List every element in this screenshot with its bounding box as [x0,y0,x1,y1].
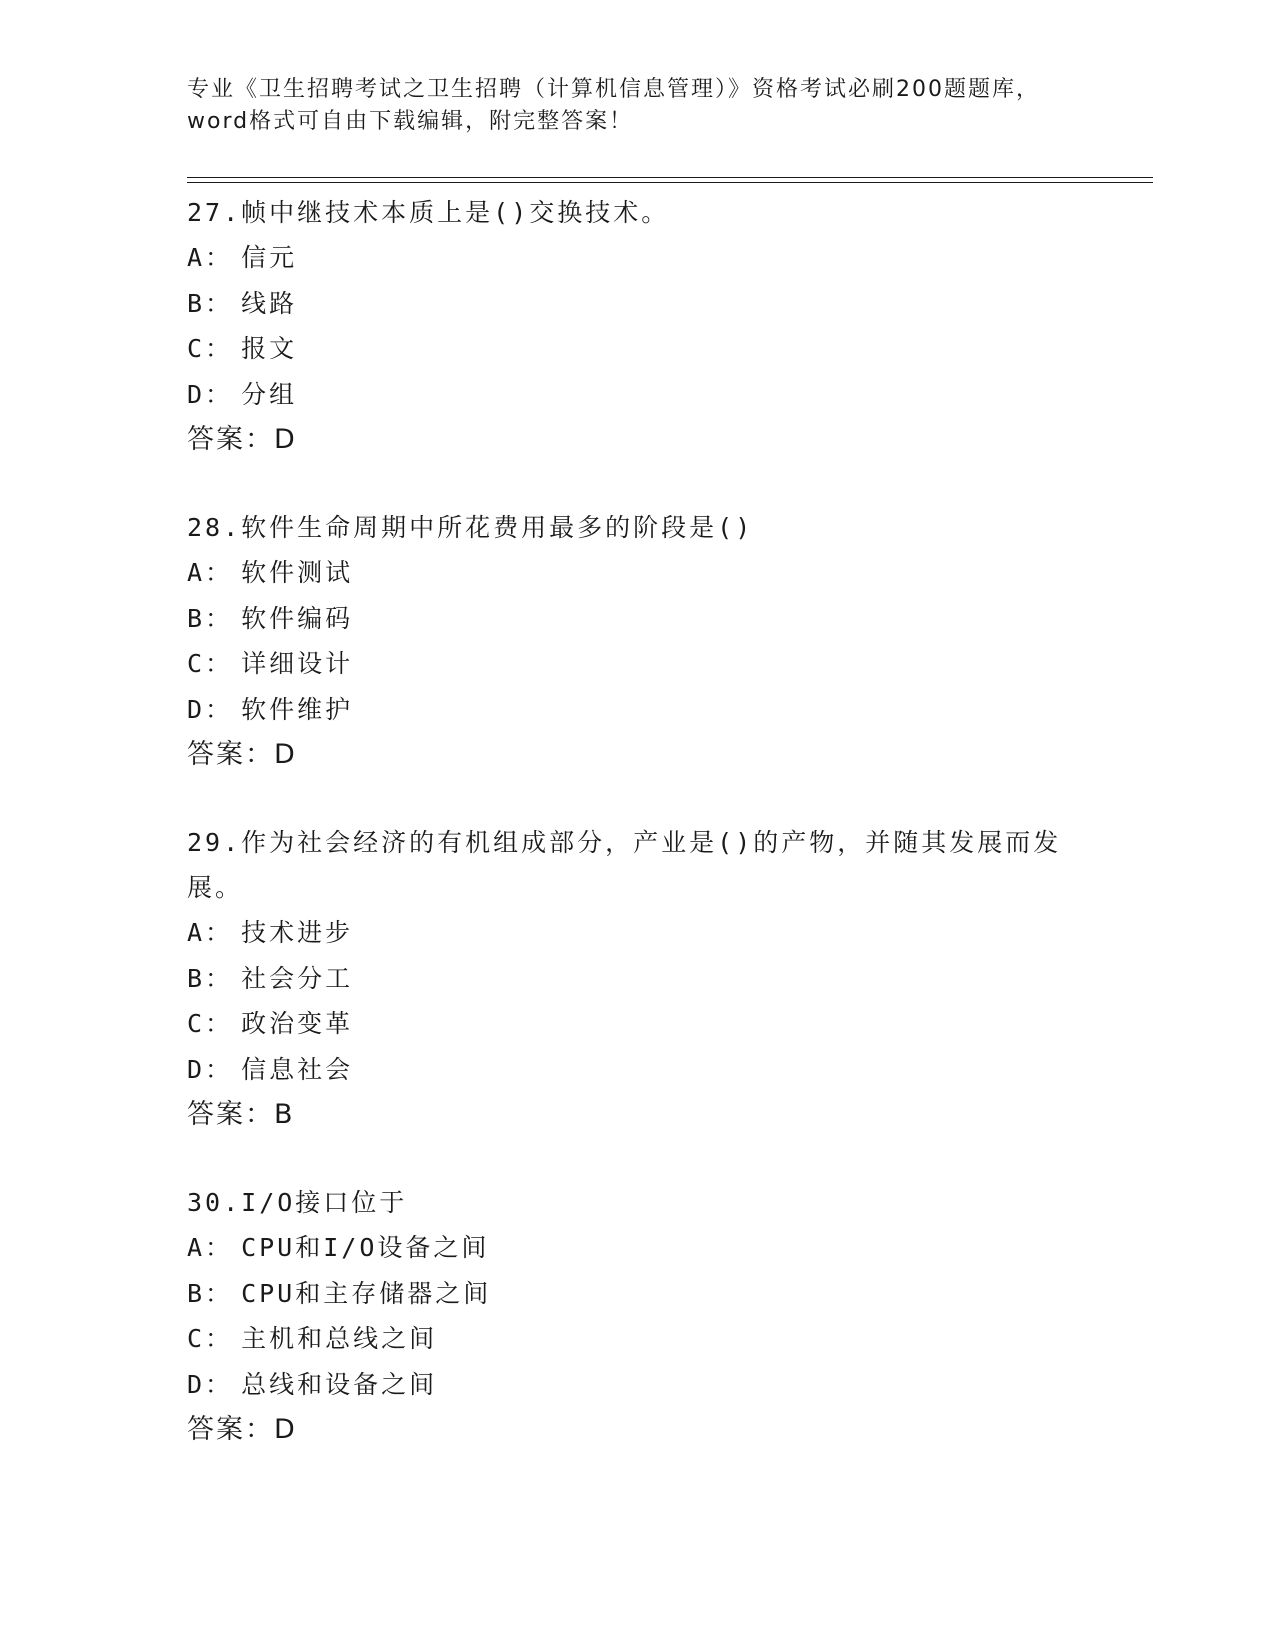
option-key: C： [187,649,234,678]
option-text: 分组 [241,379,298,409]
answer-line: 答案：B [187,1099,295,1130]
question-stem: 30.I/O接口位于 [187,1188,408,1217]
option-b [187,596,1087,642]
answer-line: 答案：D [187,424,297,455]
question-stem: 28.软件生命周期中所花费用最多的阶段是() [187,513,754,542]
option-text: 线路 [241,288,298,318]
option-text: 软件维护 [241,694,354,724]
option-key: A： [187,558,234,587]
question-28 [187,505,1087,777]
question-stem: 27.帧中继技术本质上是()交换技术。 [187,198,670,227]
option-text: 主机和总线之间 [241,1324,438,1353]
option-a [187,550,1087,596]
answer-line: 答案：D [187,739,297,770]
option-a [187,910,1067,956]
option-text: 详细设计 [241,649,354,678]
option-text: 技术进步 [241,918,354,947]
option-a [187,235,1087,281]
option-text: 总线和设备之间 [241,1369,438,1399]
question-30 [187,1180,1087,1452]
option-c [187,326,1087,372]
header-divider-top [187,177,1153,178]
option-d [187,1362,1087,1408]
option-b [187,956,1067,1002]
question-27 [187,190,1087,462]
option-d [187,1047,1067,1093]
option-d [187,372,1087,418]
option-text: CPU和I/O设备之间 [241,1233,490,1262]
option-c [187,1001,1067,1047]
option-key: A： [187,243,234,272]
option-key: B： [187,963,234,993]
option-key: B： [187,288,234,318]
option-b [187,1271,1087,1317]
option-key: D： [187,694,234,724]
option-text: 软件编码 [241,603,354,633]
option-key: D： [187,1369,234,1399]
header-divider-bottom [187,182,1153,183]
option-text: 信元 [241,243,298,272]
option-key: D： [187,1054,234,1084]
document-header [187,74,1087,138]
option-text: 软件测试 [241,558,354,587]
option-c [187,641,1087,687]
option-b [187,281,1087,327]
question-stem: 29.作为社会经济的有机组成部分，产业是()的产物，并随其发展而发展。 [187,828,1062,902]
option-a [187,1225,1087,1271]
option-d [187,687,1087,733]
option-key: C： [187,1324,234,1353]
option-key: B： [187,1278,234,1308]
option-key: C： [187,1009,234,1038]
option-text: CPU和主存储器之间 [241,1278,492,1308]
option-text: 社会分工 [241,963,354,993]
question-29 [187,820,1067,1137]
option-text: 信息社会 [241,1054,354,1084]
answer-line: 答案：D [187,1414,297,1445]
header-title-line-1: 专业《卫生招聘考试之卫生招聘（计算机信息管理）》资格考试必刷200题题库， [187,77,1040,102]
option-key: D： [187,379,234,409]
option-key: C： [187,334,234,363]
option-key: A： [187,1233,234,1262]
option-c [187,1316,1087,1362]
option-key: B： [187,603,234,633]
option-text: 政治变革 [241,1009,354,1038]
option-text: 报文 [241,334,298,363]
option-key: A： [187,918,234,947]
header-title-line-2: word格式可自由下载编辑，附完整答案！ [187,109,634,134]
